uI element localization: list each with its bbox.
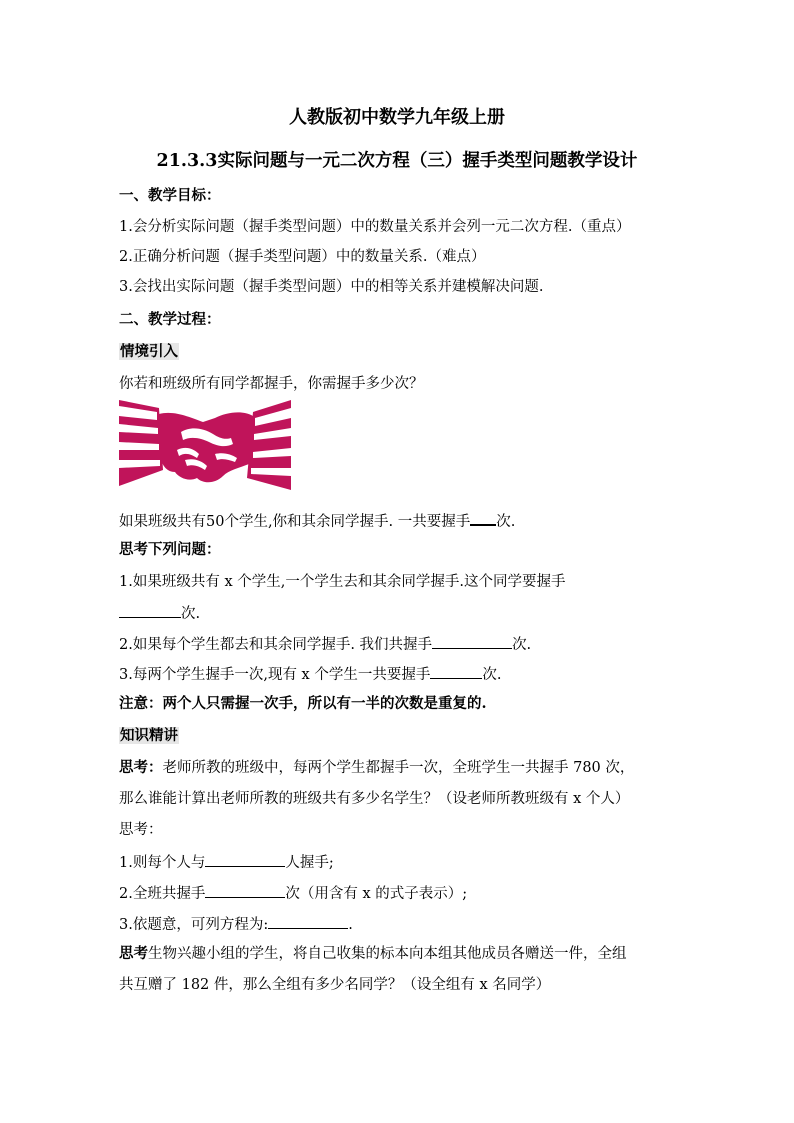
doc-subtitle: 21.3.3实际问题与一元二次方程（三）握手类型问题教学设计 xyxy=(156,151,638,171)
knowledge-think-line-1 xyxy=(119,758,634,778)
question-2 xyxy=(119,633,531,655)
question-3-suffix: 次. xyxy=(482,667,502,683)
step-1 xyxy=(119,851,334,873)
step-1-suffix: 人握手; xyxy=(285,855,334,871)
bio-line-2: 共互赠了 182 件，那么全组有多少名同学？（设全组有 x 名同学） xyxy=(119,977,551,993)
question-3 xyxy=(119,663,501,685)
intro-label: 情境引入 xyxy=(120,343,178,360)
question-2-blank[interactable] xyxy=(432,633,512,649)
question-3-prefix: 3.每两个学生握手一次,现有 x 个学生一共要握手 xyxy=(119,667,431,683)
goal-item-1: 1.会分析实际问题（握手类型问题）中的数量关系并会列一元二次方程.（重点） xyxy=(119,219,631,235)
example-prefix: 如果班级共有50个学生,你和其余同学握手. 一共要握手 xyxy=(119,514,471,530)
step-2-blank[interactable] xyxy=(205,882,285,898)
goals-heading: 一、教学目标： xyxy=(119,187,221,204)
doc-title: 人教版初中数学九年级上册 xyxy=(289,107,505,128)
question-1-suffix: 次. xyxy=(181,606,201,622)
question-3-blank[interactable] xyxy=(430,663,482,679)
process-heading: 二、教学过程： xyxy=(119,311,221,328)
example-line xyxy=(119,509,515,532)
example-blank[interactable] xyxy=(470,509,496,526)
step-1-prefix: 1.则每个人与 xyxy=(119,855,206,871)
intro-label-row xyxy=(119,342,179,362)
knowledge-label-row xyxy=(119,726,179,746)
goal-item-3: 3.会找出实际问题（握手类型问题）中的相等关系并建模解决问题. xyxy=(119,279,544,295)
goal-item-2: 2.正确分析问题（握手类型问题）中的数量关系.（难点） xyxy=(119,249,486,265)
intro-question: 你若和班级所有同学都握手，你需握手多少次？ xyxy=(119,376,424,392)
question-2-prefix: 2.如果每个学生都去和其余同学握手. 我们共握手 xyxy=(119,637,433,653)
knowledge-think-sub: 思考： xyxy=(119,822,163,838)
bio-label: 思考 xyxy=(119,945,148,962)
question-1-line-1: 1.如果班级共有 x 个学生,一个学生去和其余同学握手.这个同学要握手 xyxy=(119,574,566,590)
knowledge-label: 知识精讲 xyxy=(120,727,178,744)
question-1-blank[interactable] xyxy=(119,602,181,618)
question-1-line-2 xyxy=(119,602,200,624)
step-3 xyxy=(119,913,353,935)
step-2-prefix: 2.全班共握手 xyxy=(119,886,206,902)
knowledge-think-label: 思考： xyxy=(119,759,163,776)
step-2 xyxy=(119,882,467,904)
knowledge-think-line-2: 那么谁能计算出老师所教的班级共有多少名学生？（设老师所教班级有 x 个人） xyxy=(119,791,630,807)
bio-text-1: 生物兴趣小组的学生，将自己收集的标本向本组其他成员各赠送一件，全组 xyxy=(148,946,627,962)
think-heading: 思考下列问题： xyxy=(119,541,221,558)
knowledge-think-text-1: 老师所教的班级中，每两个学生都握手一次，全班学生一共握手 780 次， xyxy=(162,760,635,776)
step-3-blank[interactable] xyxy=(268,913,348,929)
step-2-suffix: 次（用含有 x 的式子表示）; xyxy=(285,886,468,902)
question-2-suffix: 次. xyxy=(512,637,532,653)
example-suffix: 次. xyxy=(496,514,516,530)
step-3-suffix: . xyxy=(348,917,353,933)
bio-line-1 xyxy=(119,944,627,964)
note-text: 注意：两个人只需握一次手，所以有一半的次数是重复的. xyxy=(119,695,487,712)
step-3-prefix: 3.依题意，可列方程为: xyxy=(119,917,269,933)
handshake-icon xyxy=(119,398,291,494)
step-1-blank[interactable] xyxy=(205,851,285,867)
